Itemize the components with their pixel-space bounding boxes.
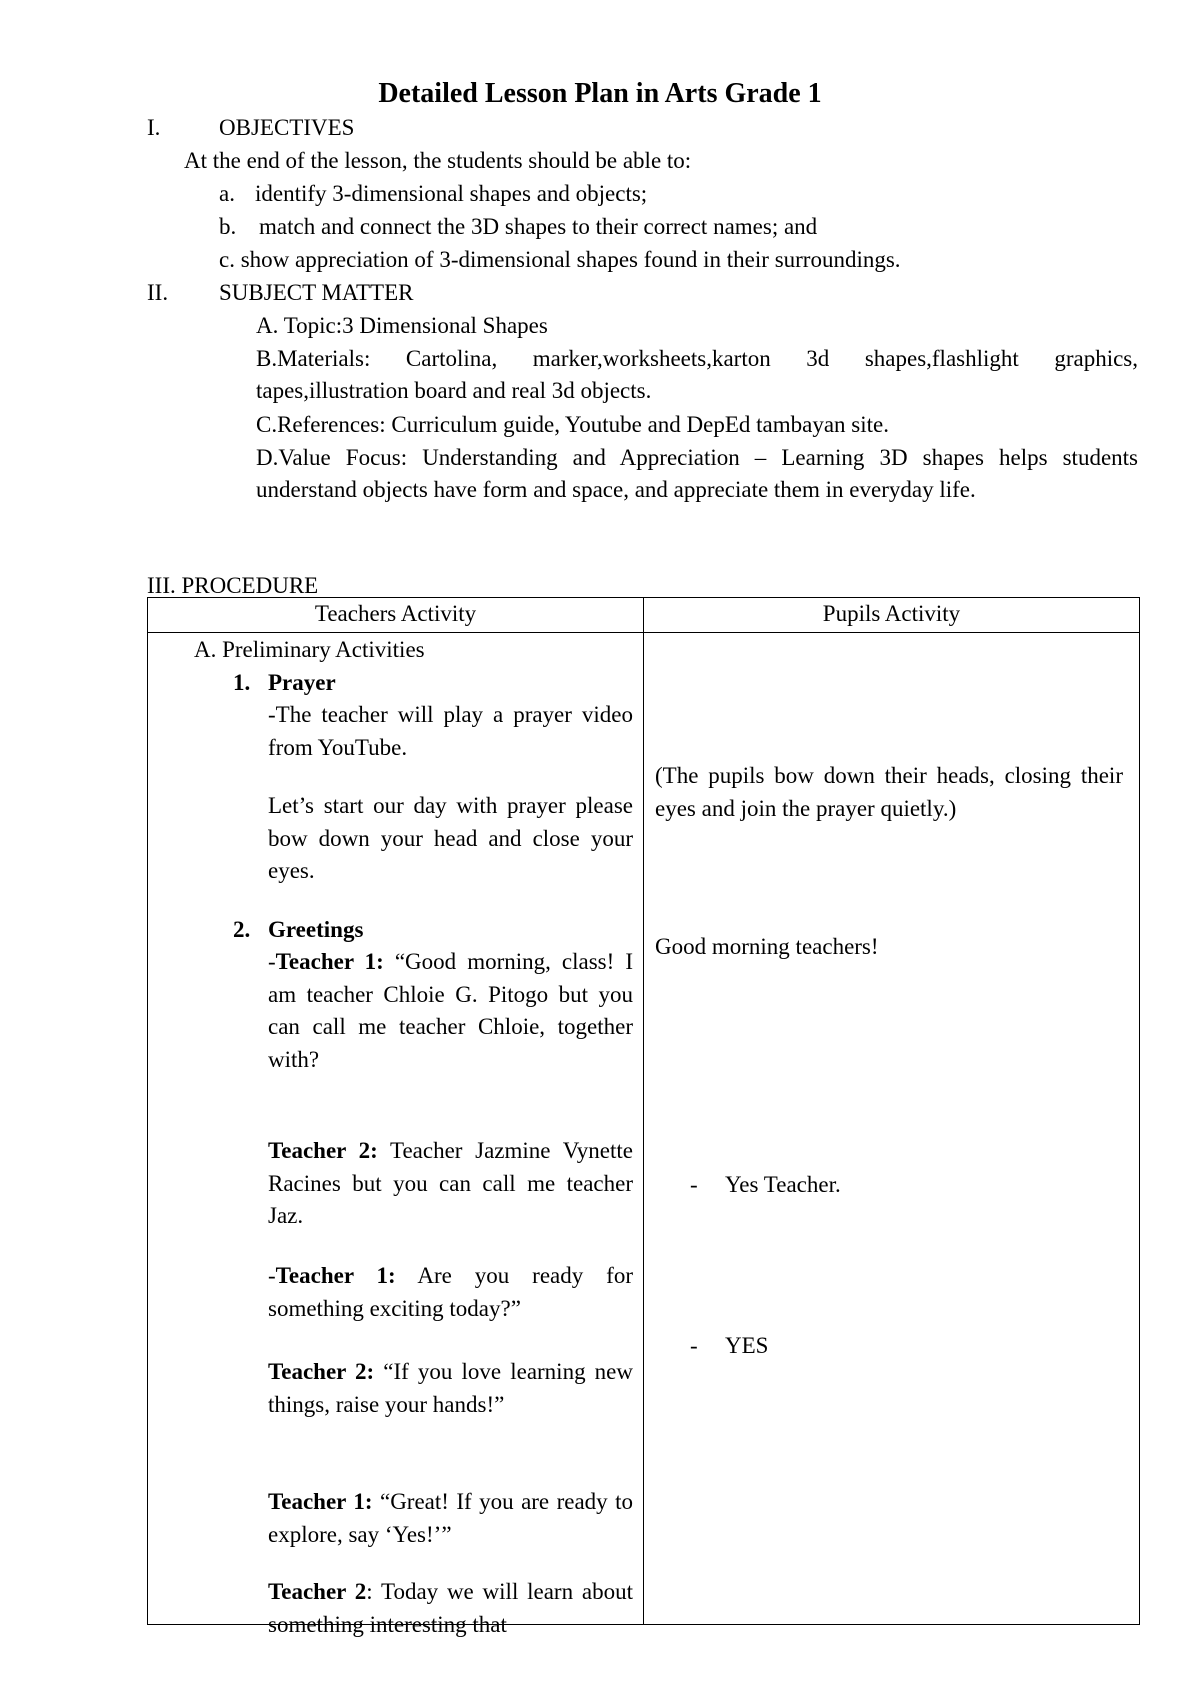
- prayer-line-2: Let’s start our day with prayer please bow down your head and close your eyes.: [268, 793, 633, 883]
- subject-matter-numeral: II.: [147, 280, 169, 305]
- dash: -: [268, 949, 276, 974]
- dash: -: [268, 1263, 276, 1288]
- procedure-heading: III. PROCEDURE: [147, 573, 319, 598]
- dialogue-text: “Good morning, class! I am teacher Chloie G. Pitogo but you can call me teacher Chloie, together with?: [268, 949, 633, 1072]
- speaker-label: Teacher 1:: [275, 949, 384, 974]
- objective-a-letter: a.: [219, 181, 235, 206]
- greeting-teacher1-great: [268, 1486, 633, 1551]
- objective-a-text: identify 3-dimensional shapes and objects;: [255, 181, 648, 206]
- greeting-teacher1-intro: [268, 946, 633, 1076]
- table-row: [148, 633, 1140, 1625]
- objectives-numeral: I.: [147, 115, 161, 140]
- greeting-teacher2-intro: [268, 1135, 633, 1233]
- speaker-label: Teacher 2:: [268, 1359, 375, 1384]
- objectives-intro: At the end of the lesson, the students should be able to:: [184, 148, 692, 173]
- dialogue-text: : Today we will learn about something interesting that: [268, 1579, 633, 1637]
- greeting-teacher1-ready: [268, 1260, 633, 1325]
- prayer-number: 1.: [233, 670, 251, 695]
- dialogue-text: Teacher Jazmine Vynette Racines but you can call me teacher Jaz.: [268, 1138, 633, 1228]
- pupils-activity-header: Pupils Activity: [644, 598, 1140, 633]
- objective-c-text: c. show appreciation of 3-dimensional shapes found in their surroundings.: [219, 247, 901, 272]
- dialogue-text: Are you ready for something exciting today?”: [268, 1263, 633, 1321]
- dialogue-text: “If you love learning new things, raise your hands!”: [268, 1359, 633, 1417]
- objectives-heading: OBJECTIVES: [219, 115, 355, 140]
- greetings-number: 2.: [233, 917, 251, 942]
- section-a-heading: A. Preliminary Activities: [194, 637, 425, 662]
- prayer-line-1: -The teacher will play a prayer video from YouTube.: [268, 702, 633, 760]
- pupils-prayer-response: (The pupils bow down their heads, closing their eyes and join the prayer quietly.): [655, 763, 1123, 821]
- pupils-yes-caps: YES: [725, 1333, 769, 1358]
- pupils-greeting-response: Good morning teachers!: [655, 934, 879, 959]
- teacher-activity-header: Teachers Activity: [148, 598, 644, 633]
- pupils-dash-2: -: [690, 1333, 698, 1358]
- table-header-row: [148, 598, 1140, 633]
- greetings-title: Greetings: [268, 917, 364, 942]
- pupils-yes-teacher: Yes Teacher.: [725, 1172, 841, 1197]
- speaker-label: Teacher 1:: [268, 1489, 373, 1514]
- subject-topic: A. Topic:3 Dimensional Shapes: [256, 313, 548, 338]
- speaker-label: Teacher 2: [268, 1579, 367, 1604]
- objective-b-text: match and connect the 3D shapes to their correct names; and: [259, 214, 818, 239]
- pupils-dash-1: -: [690, 1172, 698, 1197]
- teacher-activity-cell: [148, 633, 644, 1637]
- speaker-label: Teacher 1:: [275, 1263, 396, 1288]
- pupils-activity-cell: [644, 633, 1140, 1625]
- greeting-teacher2-today: [268, 1576, 633, 1641]
- document-title: Detailed Lesson Plan in Arts Grade 1: [378, 78, 822, 109]
- procedure-table: [147, 597, 1140, 1637]
- subject-references: C.References: Curriculum guide, Youtube and DepEd tambayan site.: [256, 412, 889, 437]
- objective-b-letter: b.: [219, 214, 237, 239]
- subject-materials: B.Materials: Cartolina, marker,worksheets,karton 3d shapes,flashlight graphics, tapes,illustration board and real 3d objects.: [256, 346, 1138, 403]
- greeting-teacher2-hands: [268, 1356, 633, 1421]
- prayer-title: Prayer: [268, 670, 336, 695]
- subject-value-focus: D.Value Focus: Understanding and Appreciation – Learning 3D shapes helps students understand objects have form and space, and appreciate them in everyday life.: [256, 445, 1138, 502]
- dialogue-text: “Great! If you are ready to explore, say ‘Yes!’”: [268, 1489, 633, 1547]
- subject-matter-heading: SUBJECT MATTER: [219, 280, 414, 305]
- speaker-label: Teacher 2:: [268, 1138, 378, 1163]
